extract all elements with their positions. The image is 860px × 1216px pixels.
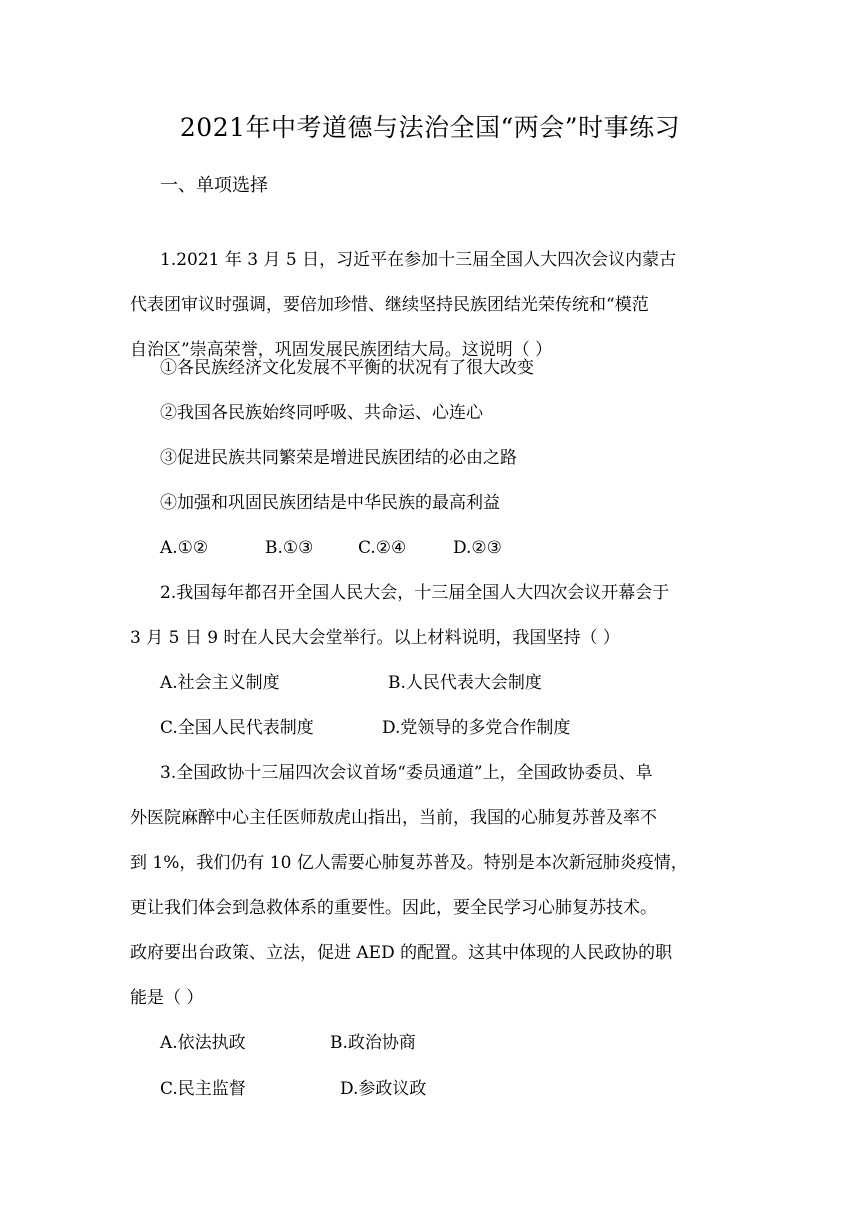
q3-option-c: C.民主监督 <box>160 1079 246 1099</box>
q1-stem-line: 自治区”崇高荣誉，巩固发展民族团结大局。这说明（ ） <box>130 340 553 360</box>
q2-stem-line: 2.我国每年都召开全国人民大会，十三届全国人大四次会议开幕会于 <box>160 583 670 603</box>
q3-stem-line: 外医院麻醉中心主任医师敖虎山指出，当前，我国的心肺复苏普及率不 <box>130 808 657 828</box>
q3-option-d: D.参政议政 <box>340 1079 427 1099</box>
q2-option-b: B.人民代表大会制度 <box>388 673 542 693</box>
q2-option-a: A.社会主义制度 <box>160 673 280 693</box>
q1-stem-line: 代表团审议时强调，要倍加珍惜、继续坚持民族团结光荣传统和“模范 <box>130 295 649 315</box>
q1-statement: ②我国各民族始终同呼吸、共命运、心连心 <box>160 403 483 423</box>
q3-stem-line: 政府要出台政策、立法，促进 AED 的配置。这其中体现的人民政协的职 <box>130 943 673 963</box>
q1-statement: ④加强和巩固民族团结是中华民族的最高利益 <box>160 493 500 513</box>
q3-option-b: B.政治协商 <box>330 1033 416 1053</box>
q1-option-c: C.②④ <box>358 538 407 558</box>
q2-option-d: D.党领导的多党合作制度 <box>382 718 571 738</box>
q1-option-b: B.①③ <box>265 538 314 558</box>
q1-option-d: D.②③ <box>453 538 502 558</box>
q2-stem-line: 3 月 5 日 9 时在人民大会堂举行。以上材料说明，我国坚持（ ） <box>130 628 620 648</box>
q1-stem-line: 1.2021 年 3 月 5 日，习近平在参加十三届全国人大四次会议内蒙古 <box>160 250 677 270</box>
q2-option-c: C.全国人民代表制度 <box>160 718 314 738</box>
q1-statement: ③促进民族共同繁荣是增进民族团结的必由之路 <box>160 448 517 468</box>
q3-stem-line: 能是（ ） <box>130 988 204 1008</box>
q3-stem-line: 到 1%，我们仍有 10 亿人需要心肺复苏普及。特别是本次新冠肺炎疫情， <box>130 853 688 873</box>
q3-stem-line: 更让我们体会到急救体系的重要性。因此，要全民学习心肺复苏技术。 <box>130 898 657 918</box>
section-heading: 一、单项选择 <box>160 175 268 196</box>
q1-option-a: A.①② <box>160 538 209 558</box>
q3-option-a: A.依法执政 <box>160 1033 246 1053</box>
q1-statement: ①各民族经济文化发展不平衡的状况有了很大改变 <box>160 358 534 378</box>
q3-stem-line: 3.全国政协十三届四次会议首场“委员通道”上，全国政协委员、阜 <box>160 763 653 783</box>
page-title: 2021年中考道德与法治全国“两会”时事练习 <box>179 113 681 142</box>
